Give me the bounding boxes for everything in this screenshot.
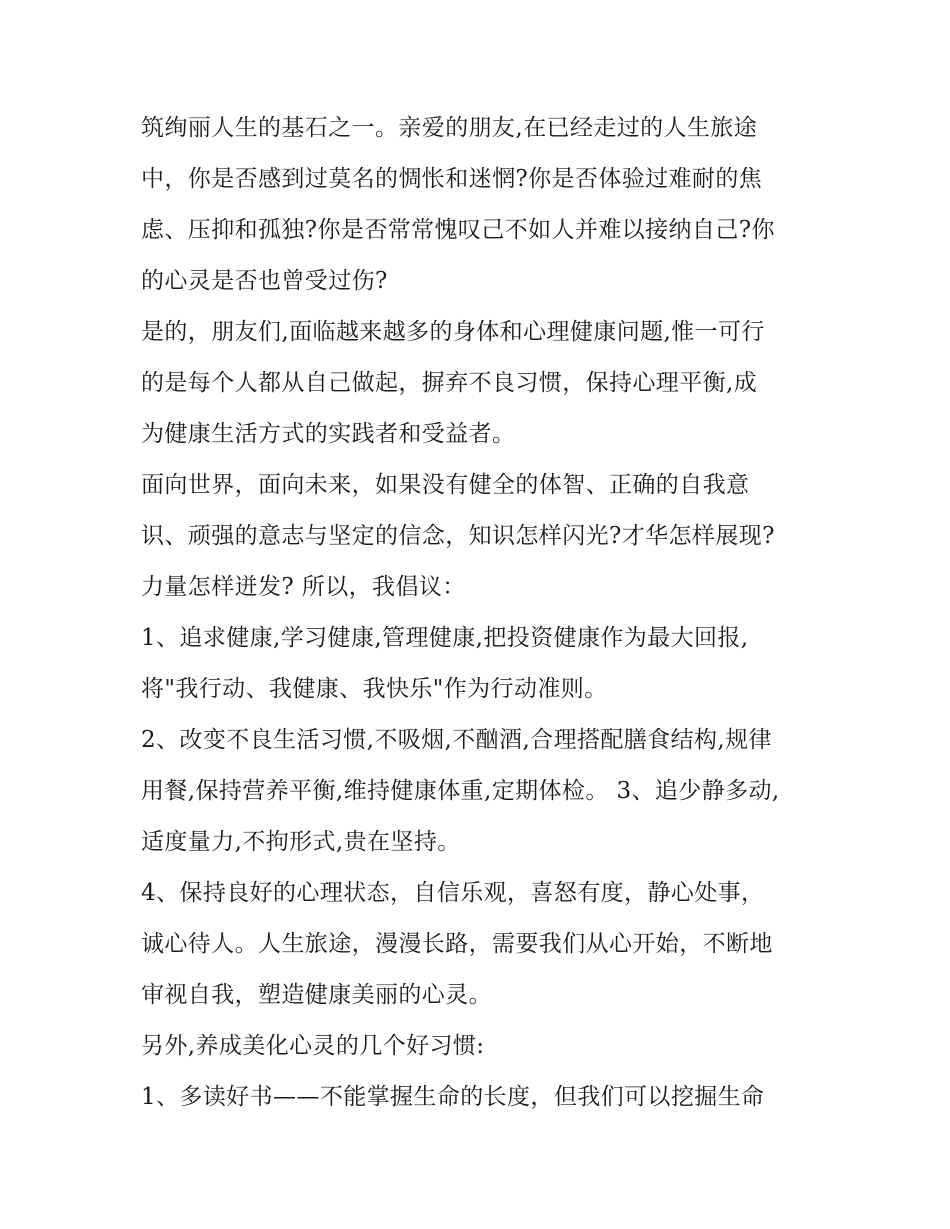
text-line: 2、改变不良生活习惯,不吸烟,不酗酒,合理搭配膳食结构,规律 bbox=[141, 727, 772, 753]
text-line: 是的，朋友们,面临越来越多的身体和心理健康问题,惟一可行 bbox=[141, 319, 765, 345]
text-line: 的心灵是否也曾受过伤? bbox=[141, 268, 388, 294]
text-line: 诚心待人。人生旅途，漫漫长路，需要我们从心开始，不断地 bbox=[141, 931, 773, 957]
text-line: 4、保持良好的心理状态，自信乐观，喜怒有度，静心处事， bbox=[141, 880, 765, 906]
text-line: 虑、压抑和孤独?你是否常常愧叹己不如人并难以接纳自己?你 bbox=[141, 217, 775, 243]
text-line: 力量怎样迸发? 所以，我倡议： bbox=[141, 574, 466, 600]
text-line: 用餐,保持营养平衡,维持健康体重,定期体检。 3、追少静多动, bbox=[141, 778, 780, 804]
text-line: 面向世界，面向未来，如果没有健全的体智、正确的自我意 bbox=[141, 472, 750, 498]
text-line: 为健康生活方式的实践者和受益者。 bbox=[141, 421, 516, 447]
text-line: 另外,养成美化心灵的几个好习惯: bbox=[141, 1033, 485, 1059]
text-line: 筑绚丽人生的基石之一。亲爱的朋友,在已经走过的人生旅途 bbox=[141, 115, 758, 141]
text-line: 1、多读好书——不能掌握生命的长度，但我们可以挖掘生命 bbox=[141, 1084, 765, 1110]
text-line: 中，你是否感到过莫名的惆怅和迷惘?你是否体验过难耐的焦 bbox=[141, 166, 763, 192]
text-line: 的是每个人都从自己做起，摒弃不良习惯，保持心理平衡,成 bbox=[141, 370, 758, 396]
text-line: 审视自我，塑造健康美丽的心灵。 bbox=[141, 982, 492, 1008]
text-line: 适度量力,不拘形式,贵在坚持。 bbox=[141, 829, 461, 855]
text-line: 将"我行动、我健康、我快乐"作为行动准则。 bbox=[141, 676, 608, 702]
text-line: 1、追求健康,学习健康,管理健康,把投资健康作为最大回报, bbox=[141, 625, 749, 651]
text-line: 识、顽强的意志与坚定的信念，知识怎样闪光?才华怎样展现? bbox=[141, 523, 775, 549]
